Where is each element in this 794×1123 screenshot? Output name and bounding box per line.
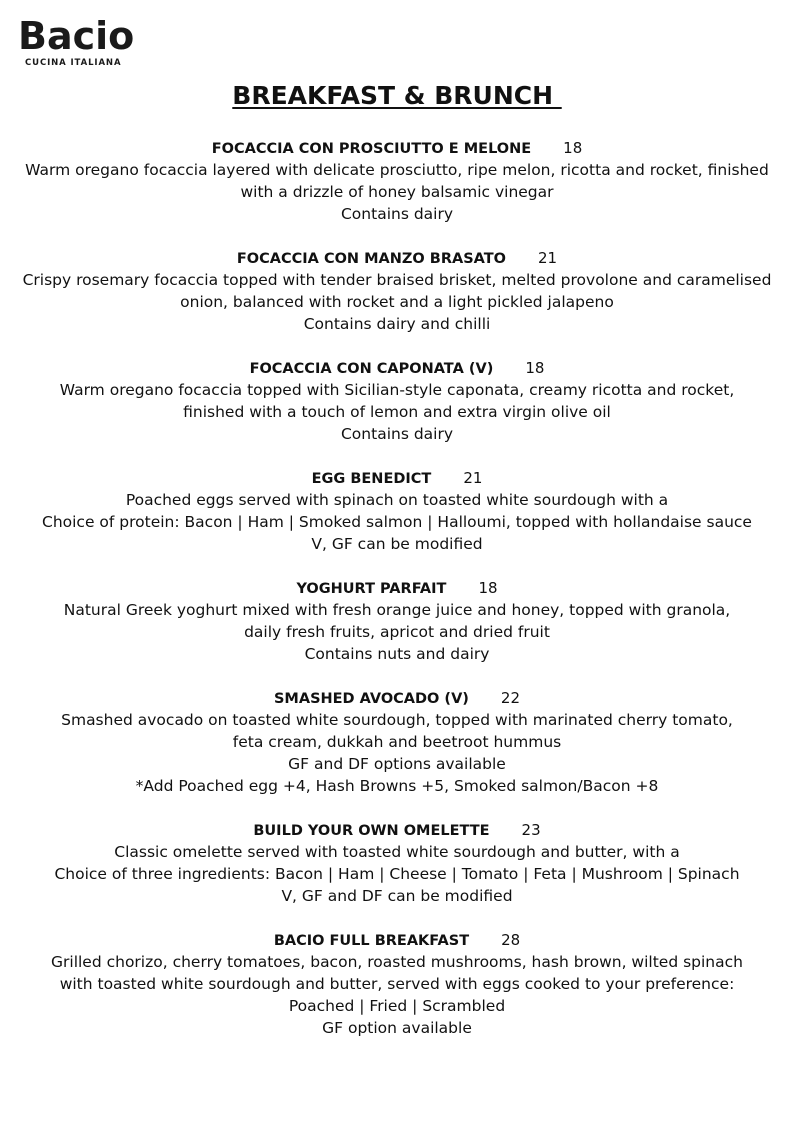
menu-item-description-line: daily fresh fruits, apricot and dried fruit — [244, 623, 550, 641]
menu-item-name: EGG BENEDICT — [311, 471, 432, 487]
menu-item-price: 21 — [537, 249, 558, 267]
menu-item-name: BACIO FULL BREAKFAST — [273, 933, 470, 949]
brand-logo — [18, 14, 135, 68]
menu-item-price: 18 — [525, 359, 545, 377]
menu-item-description-line: Choice of protein: Bacon | Ham | Smoked salmon | Halloumi, topped with hollandaise sauce — [42, 513, 752, 531]
menu-item-header — [10, 929, 784, 951]
menu-item-description-line: Contains dairy — [340, 205, 454, 223]
menu-item — [10, 819, 784, 907]
menu-item-header — [10, 577, 784, 599]
menu-item-description-line: Contains dairy — [340, 425, 454, 443]
menu-item-price: 22 — [500, 689, 521, 707]
menu-item — [10, 577, 784, 665]
menu-item-header — [10, 357, 784, 379]
menu-item — [10, 357, 784, 445]
menu-item-price: 21 — [463, 469, 483, 487]
menu-item — [10, 137, 784, 225]
menu-item-description-line: finished with a touch of lemon and extra virgin olive oil — [183, 403, 611, 421]
menu-item-header — [10, 467, 784, 489]
menu-item-name: SMASHED AVOCADO (V) — [273, 691, 469, 707]
menu-item-description-line: with toasted white sourdough and butter, served with eggs cooked to your preference: — [59, 975, 735, 993]
menu-item-name: FOCACCIA CON CAPONATA (V) — [249, 361, 494, 377]
page-title: BREAKFAST & BRUNCH — [232, 81, 562, 110]
menu-item — [10, 687, 784, 797]
menu-list — [10, 137, 784, 1061]
menu-item — [10, 247, 784, 335]
menu-item — [10, 929, 784, 1039]
menu-item-header — [10, 137, 784, 159]
menu-item-description-line: Crispy rosemary focaccia topped with tender braised brisket, melted provolone and caramelised — [22, 271, 772, 289]
menu-item-name: YOGHURT PARFAIT — [296, 581, 447, 597]
menu-item-description-line: feta cream, dukkah and beetroot hummus — [232, 733, 562, 751]
menu-item-header — [10, 687, 784, 709]
menu-item-name: FOCACCIA CON PROSCIUTTO E MELONE — [211, 141, 532, 157]
menu-item-description-line: Choice of three ingredients: Bacon | Ham | Cheese | Tomato | Feta | Mushroom | Spinach — [54, 865, 740, 883]
menu-item-header — [10, 247, 784, 269]
menu-item-name: FOCACCIA CON MANZO BRASATO — [236, 251, 506, 267]
menu-item-description-line: with a drizzle of honey balsamic vinegar — [240, 183, 554, 201]
logo-wordmark: Bacio — [18, 14, 135, 58]
menu-item-description-line: Smashed avocado on toasted white sourdough, topped with marinated cherry tomato, — [61, 711, 733, 729]
menu-item-header — [10, 819, 784, 841]
menu-item-price: 18 — [478, 579, 498, 597]
menu-item-description-line: Poached | Fried | Scrambled — [288, 997, 506, 1015]
menu-item-description-line: GF and DF options available — [288, 755, 506, 773]
menu-item-description-line: onion, balanced with rocket and a light pickled jalapeno — [180, 293, 614, 311]
menu-item-description-line: Warm oregano focaccia layered with delicate prosciutto, ripe melon, ricotta and rocket, finished — [25, 161, 769, 179]
menu-item-description-line: Natural Greek yoghurt mixed with fresh orange juice and honey, topped with granola, — [63, 601, 731, 619]
menu-item-price: 28 — [501, 931, 521, 949]
menu-item-price: 18 — [563, 139, 583, 157]
menu-item-description-line: Classic omelette served with toasted white sourdough and butter, with a — [114, 843, 680, 861]
menu-item-description-line: Grilled chorizo, cherry tomatoes, bacon, roasted mushrooms, hash brown, wilted spinach — [51, 953, 743, 971]
menu-item-description-line: V, GF and DF can be modified — [281, 887, 513, 905]
menu-item-description-line: Poached eggs served with spinach on toasted white sourdough with a — [125, 491, 669, 509]
menu-item-description-line: Warm oregano focaccia topped with Sicilian-style caponata, creamy ricotta and rocket, — [59, 381, 735, 399]
logo-subtitle: CUCINA ITALIANA — [25, 58, 122, 68]
menu-item-description-line: GF option available — [322, 1019, 472, 1037]
menu-item-description-line: Contains dairy and chilli — [303, 315, 491, 333]
menu-item-price: 23 — [521, 821, 541, 839]
menu-item-name: BUILD YOUR OWN OMELETTE — [253, 823, 490, 839]
menu-item-description-line: Contains nuts and dairy — [304, 645, 490, 663]
menu-item — [10, 467, 784, 555]
menu-item-description-line: *Add Poached egg +4, Hash Browns +5, Smoked salmon/Bacon +8 — [135, 777, 659, 795]
menu-item-description-line: V, GF can be modified — [311, 535, 483, 553]
